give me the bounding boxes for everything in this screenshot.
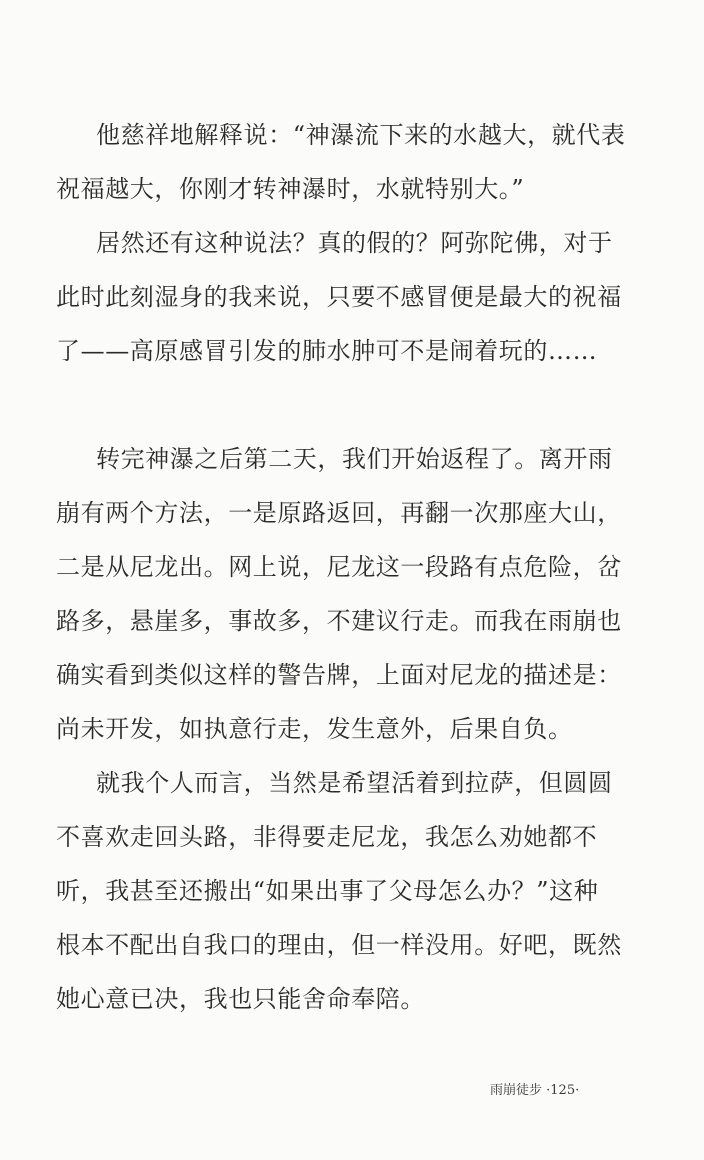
text-line: 就我个人而言，当然是希望活着到拉萨，但圆圆 [96, 769, 613, 797]
text-line: 她心意已决，我也只能舍命奉陪。 [56, 985, 425, 1013]
text-line: 路多，悬崖多，事故多，不建议行走。而我在雨崩也 [56, 607, 622, 635]
text-line: 转完神瀑之后第二天，我们开始返程了。离开雨 [96, 445, 613, 473]
text-line: 根本不配出自我口的理由，但一样没用。好吧，既然 [56, 931, 622, 959]
text-section-2 [56, 432, 622, 1026]
text-line: 了——高原感冒引发的肺水肿可不是闹着玩的…… [56, 337, 598, 365]
paragraph [56, 216, 622, 378]
text-line: 此时此刻湿身的我来说，只要不感冒便是最大的祝福 [56, 283, 622, 311]
text-line: 居然还有这种说法？真的假的？阿弥陀佛，对于 [96, 229, 613, 257]
paragraph [56, 108, 626, 216]
text-line: 二是从尼龙出。网上说，尼龙这一段路有点危险，岔 [56, 553, 622, 581]
text-line: 确实看到类似这样的警告牌，上面对尼龙的描述是： [56, 661, 622, 689]
text-line: 崩有两个方法，一是原路返回，再翻一次那座大山， [56, 499, 622, 527]
text-line: 听，我甚至还搬出“如果出事了父母怎么办？”这种 [56, 877, 599, 905]
running-title: 雨崩徒步 [490, 1083, 543, 1098]
text-line: 尚未开发，如执意行走，发生意外，后果自负。 [56, 715, 573, 743]
text-line: 不喜欢走回头路，非得要走尼龙，我怎么劝她都不 [56, 823, 598, 851]
text-line: 他慈祥地解释说：“神瀑流下来的水越大，就代表 [96, 121, 626, 149]
text-section-1 [56, 108, 626, 378]
paragraph [56, 756, 622, 1026]
text-line: 祝福越大，你刚才转神瀑时，水就特别大。” [56, 175, 525, 203]
page-footer [490, 1081, 630, 1101]
paragraph [56, 432, 622, 756]
page-number: ·125· [546, 1083, 580, 1098]
